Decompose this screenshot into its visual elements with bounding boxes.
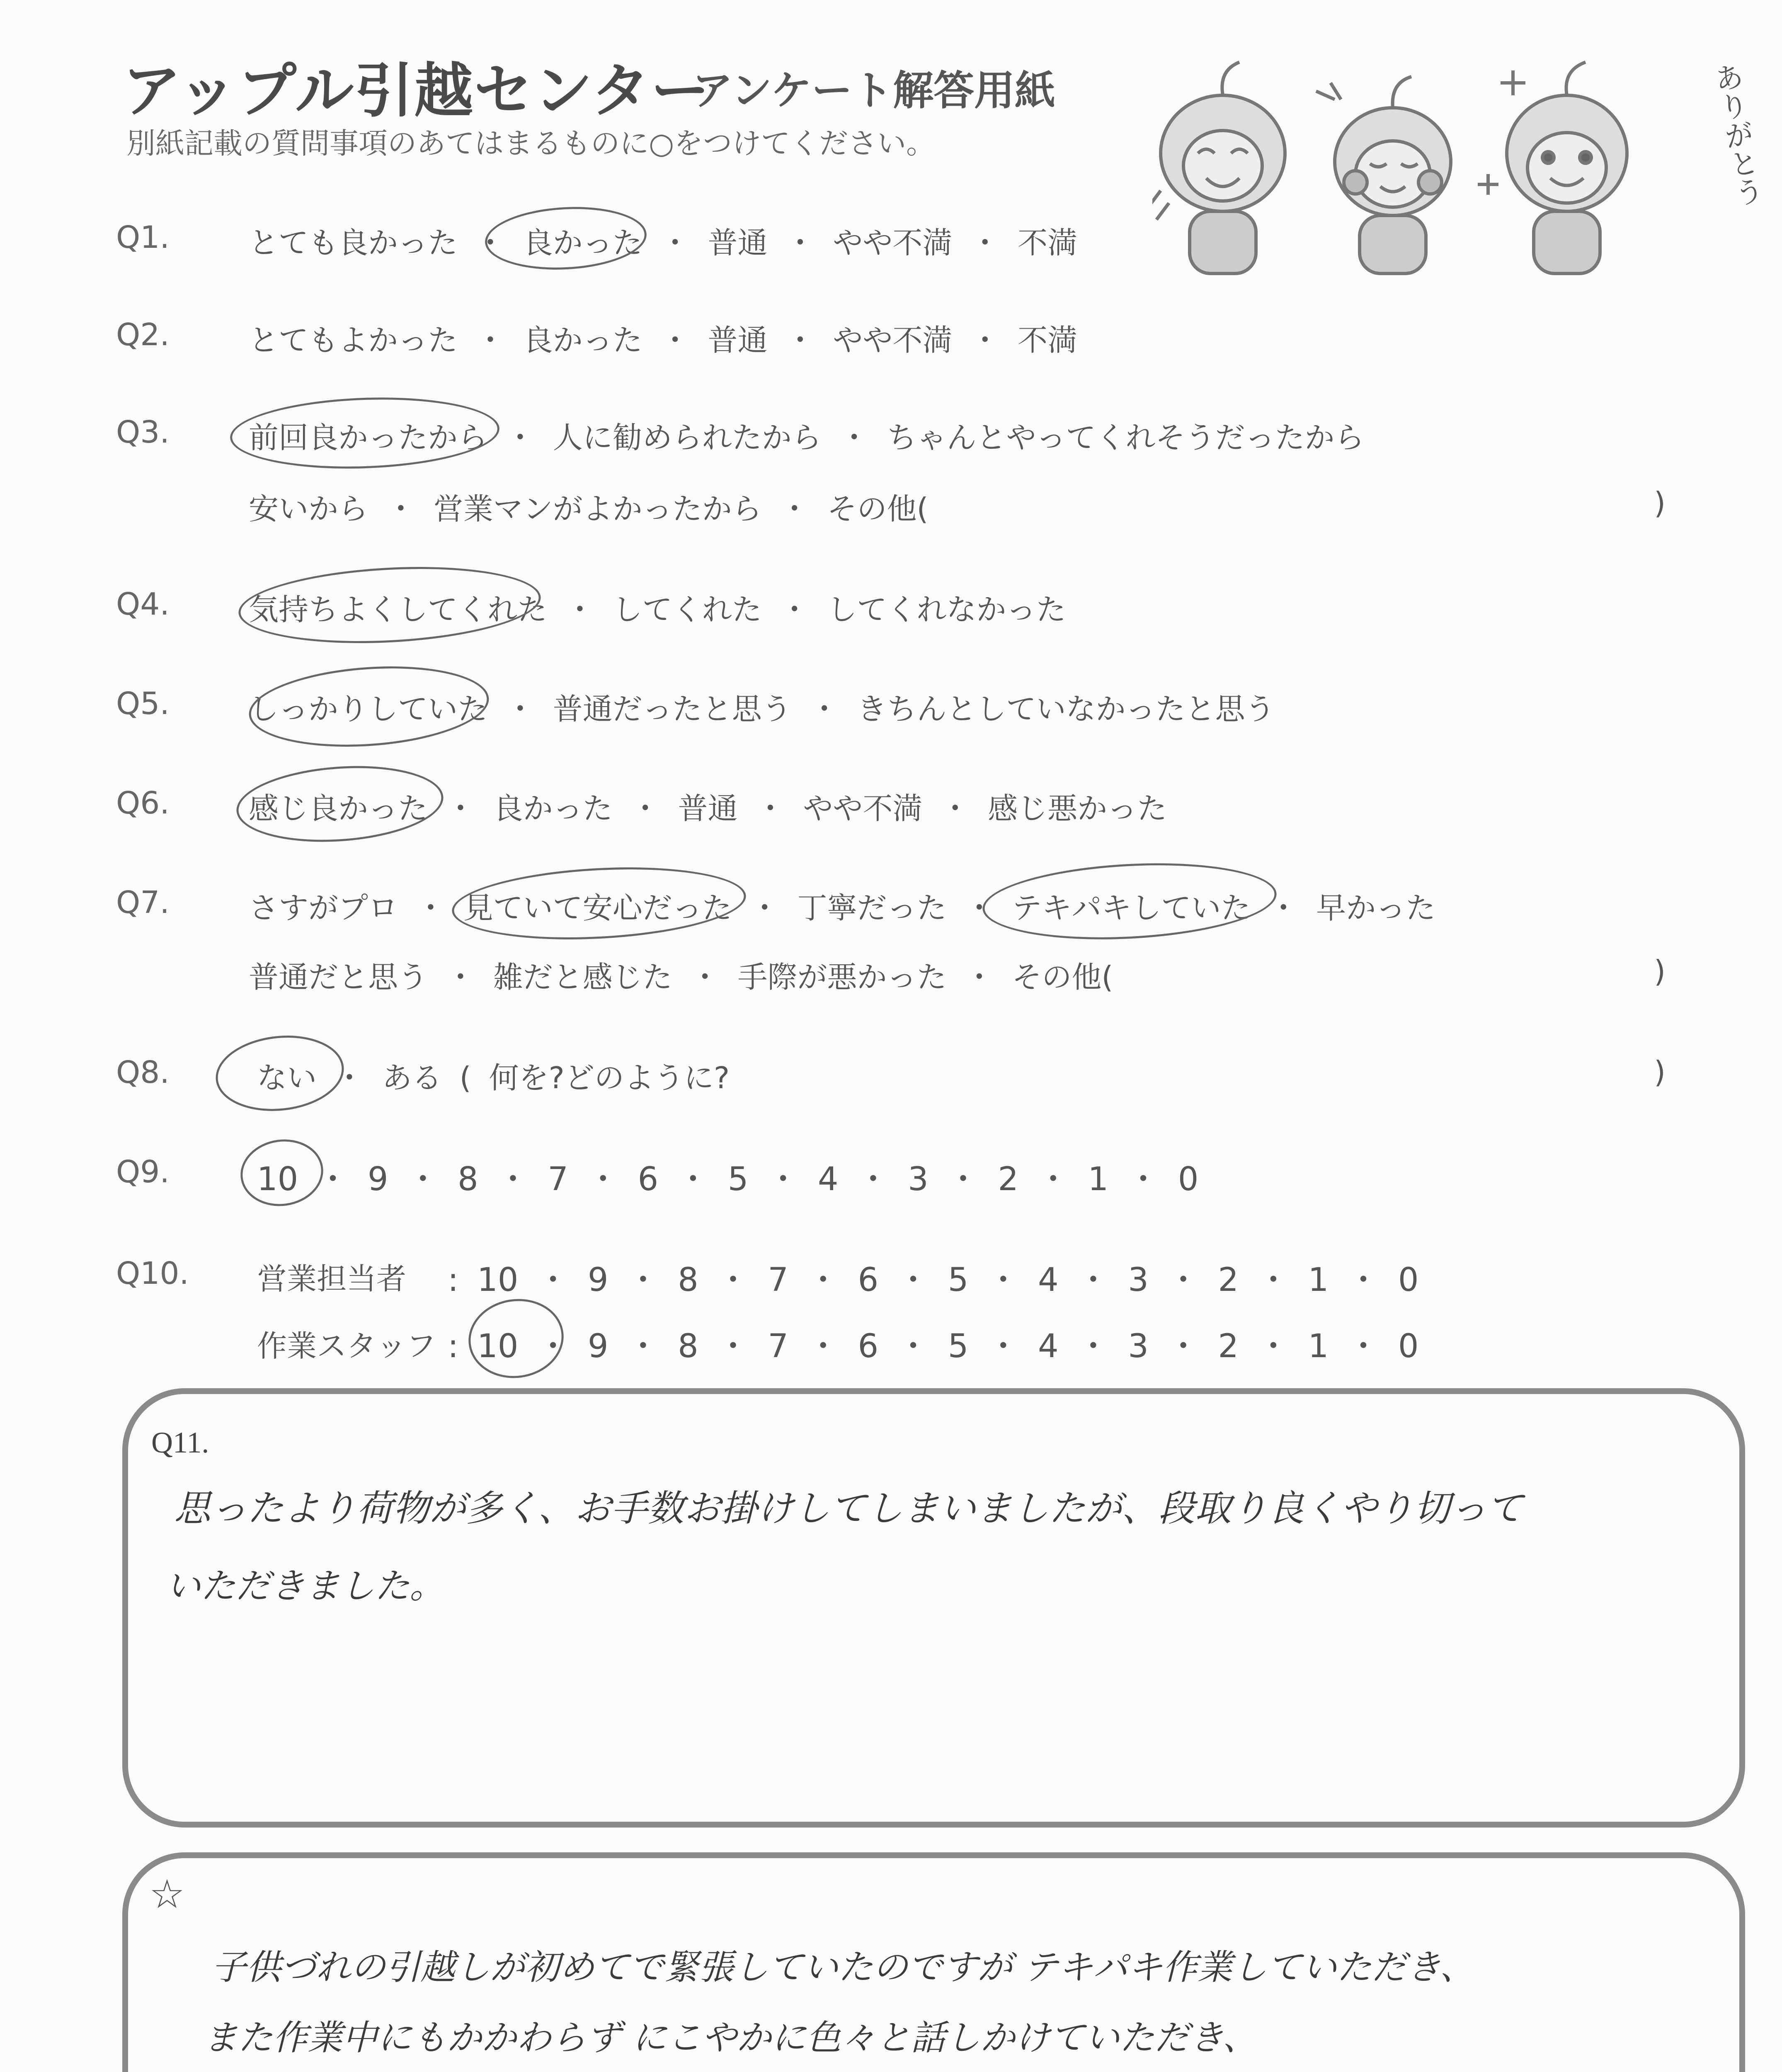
q7-close-paren: ) <box>1654 954 1666 989</box>
q9-selected-circle <box>236 1134 327 1211</box>
q4-options: 気持ちよくしてくれた ・ してくれた ・ してくれなかった <box>249 592 1066 627</box>
q10-staff-label: 作業スタッフ <box>257 1329 436 1363</box>
q8-options: ない ・ ある ( 何を?どのように? <box>257 1060 730 1095</box>
instructions: 別紙記載の質問事項のあてはまるものに○をつけてください。 <box>126 126 936 160</box>
q8-close-paren: ) <box>1654 1055 1666 1089</box>
q3-close-paren: ) <box>1654 486 1666 520</box>
q7-selected-circle-2 <box>981 857 1278 946</box>
q10-label: Q10. <box>116 1256 189 1291</box>
q3-options-line2: 安いから ・ 営業マンがよかったから ・ その他( <box>249 491 929 526</box>
q11-comment-line2: いただきました。 <box>166 1566 445 1606</box>
q3-options-line1: 前回良かったから ・ 人に勧められたから ・ ちゃんとやってくれそうだったから <box>249 420 1365 455</box>
star-icon: ☆ <box>149 1871 185 1917</box>
q5-selected-circle <box>246 659 492 754</box>
q7-options-line1: さすがプロ ・ 見ていて安心だった ・ 丁寧だった ・ テキパキしていた ・ 早かった <box>249 891 1436 925</box>
q1-label: Q1. <box>116 220 170 255</box>
q6-options: 感じ良かった ・ 良かった ・ 普通 ・ やや不満 ・ 感じ悪かった <box>249 791 1167 826</box>
extra-comment-line2: また作業中にもかかわらず にこやかに色々と話しかけていただき、 <box>203 2017 1258 2058</box>
thanks-text: ありがとう <box>1707 60 1766 209</box>
q10-sales-label: 営業担当者 <box>257 1261 407 1296</box>
form-subtitle: アンケート解答用紙 <box>692 67 1056 114</box>
q2-options: とてもよかった ・ 良かった ・ 普通 ・ やや不満 ・ 不満 <box>249 323 1078 358</box>
q11-comment-line1: 思ったより荷物が多く、お手数お掛けしてしまいましたが、段取り良くやり切って <box>174 1487 1523 1530</box>
q8-label: Q8. <box>116 1055 170 1090</box>
q2-label: Q2. <box>116 317 170 353</box>
form-title: アップル引越センター <box>122 57 710 125</box>
q9-scale: 10 ・ 9 ・ 8 ・ 7 ・ 6 ・ 5 ・ 4 ・ 3 ・ 2 ・ 1 ・ 0 <box>257 1161 1199 1198</box>
q7-selected-circle-1 <box>450 861 748 946</box>
q6-label: Q6. <box>116 785 170 821</box>
q4-label: Q4. <box>116 586 170 622</box>
q10-staff-selected-circle <box>463 1293 569 1384</box>
extra-comment-line1: 子供づれの引越しが初めてで緊張していたのですが テキパキ作業していただき、 <box>211 1947 1475 1987</box>
q7-options-line2: 普通だと思う ・ 雑だと感じた ・ 手際が悪かった ・ その他( <box>249 960 1113 995</box>
q10-staff-scale: : 10 ・ 9 ・ 8 ・ 7 ・ 6 ・ 5 ・ 4 ・ 3 ・ 2 ・ 1 ・ 0 <box>448 1328 1419 1365</box>
q11-label: Q11. <box>151 1426 209 1459</box>
q3-selected-circle <box>229 393 501 473</box>
q7-label: Q7. <box>116 885 170 920</box>
q4-selected-circle <box>237 560 543 650</box>
q5-label: Q5. <box>116 686 170 721</box>
q5-options: しっかりしていた ・ 普通だったと思う ・ きちんとしていなかったと思う <box>249 692 1275 726</box>
mascot-illustration <box>1152 54 1733 286</box>
q10-sales-scale: : 10 ・ 9 ・ 8 ・ 7 ・ 6 ・ 5 ・ 4 ・ 3 ・ 2 ・ 1 ・ 0 <box>448 1261 1419 1299</box>
q1-selected-circle <box>483 203 648 274</box>
q8-selected-circle <box>212 1029 347 1117</box>
q1-options: とても良かった ・ 良かった ・ 普通 ・ やや不満 ・ 不満 <box>249 225 1078 260</box>
q6-selected-circle <box>234 760 446 848</box>
q3-label: Q3. <box>116 414 170 450</box>
q9-label: Q9. <box>116 1154 170 1190</box>
